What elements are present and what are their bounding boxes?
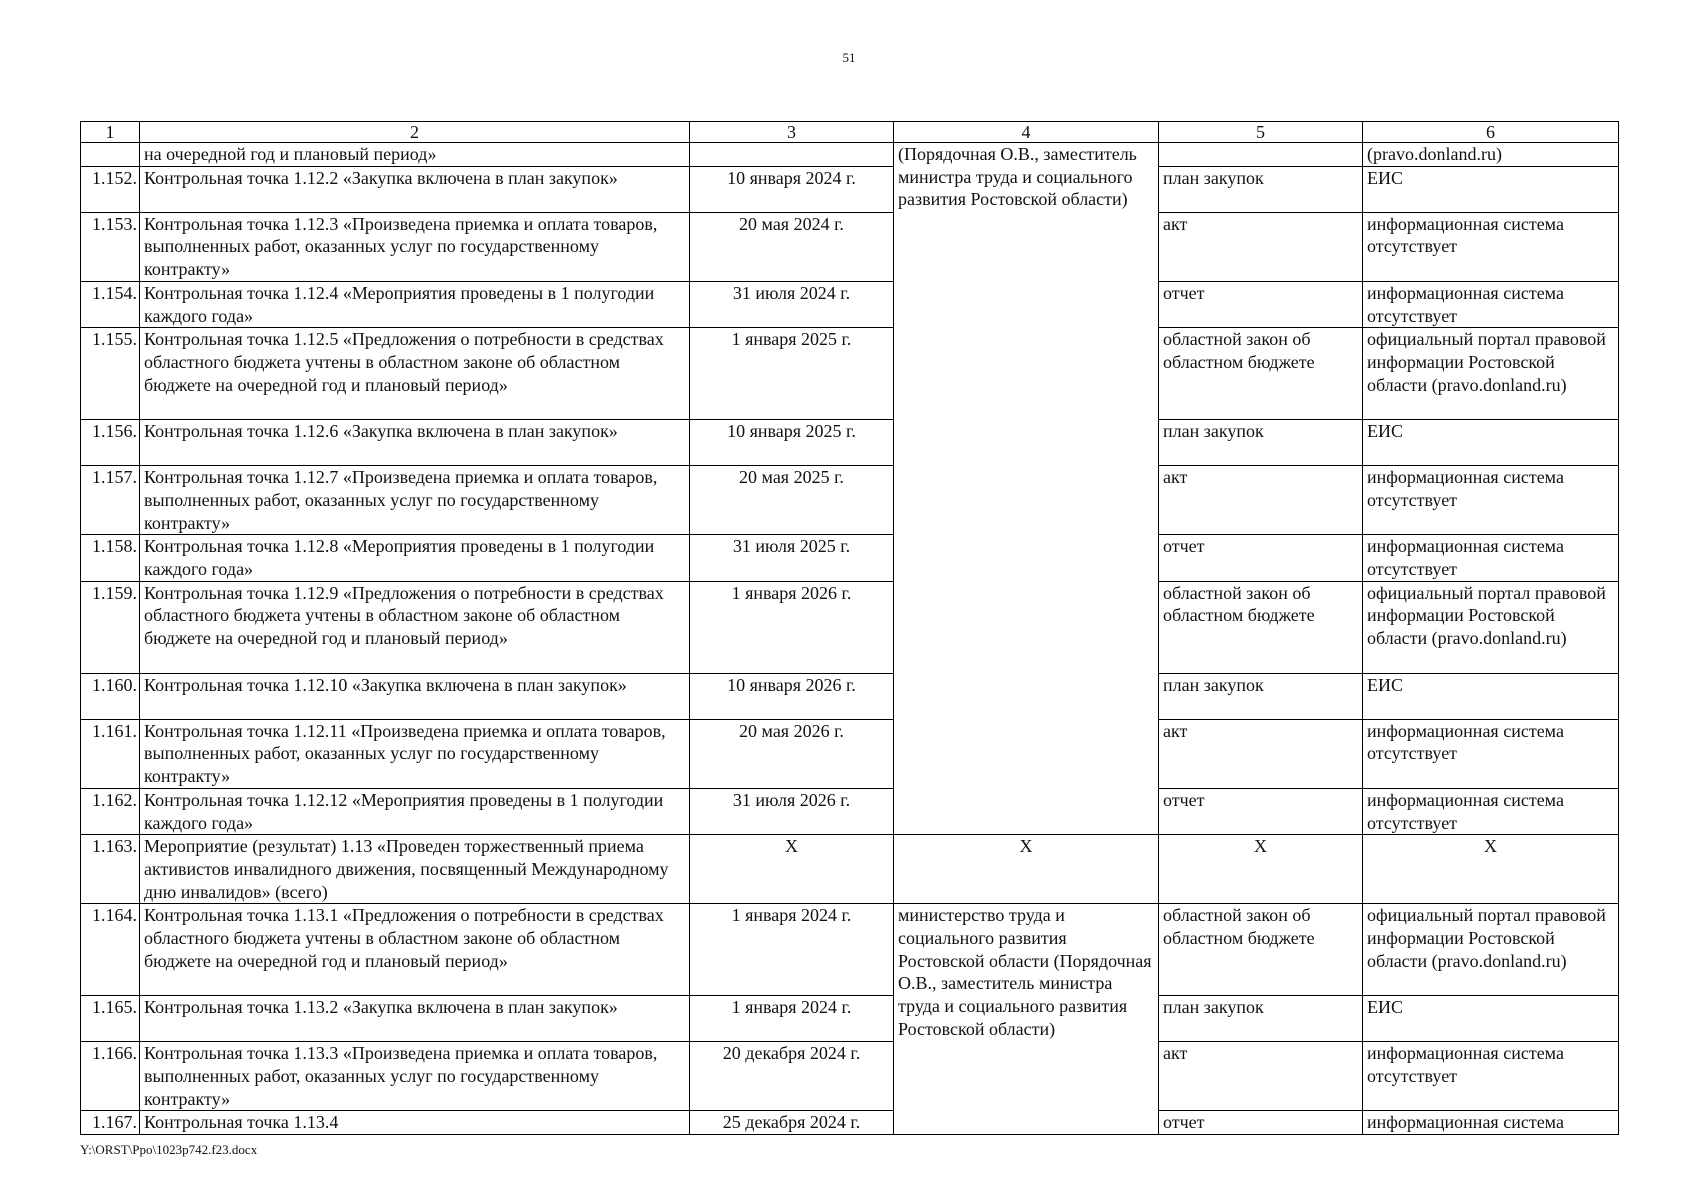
row-description: Контрольная точка 1.12.7 «Произведена приемка и оплата товаров, выполненных работ, оказанных услуг по государственному контракту» <box>140 466 690 535</box>
row-description: Контрольная точка 1.12.5 «Предложения о потребности в средствах областного бюджета учтены в областном законе об областном бюджете на очередной год и плановый период» <box>140 328 690 420</box>
table-row <box>81 581 1619 673</box>
table-row <box>81 212 1619 281</box>
table-row <box>81 1111 1619 1135</box>
table-row <box>81 535 1619 581</box>
row-document: областной закон об областном бюджете <box>1159 581 1363 673</box>
row-description: Контрольная точка 1.12.4 «Мероприятия проведены в 1 полугодии каждого года» <box>140 281 690 327</box>
header-cell: 1 <box>81 122 140 143</box>
row-system: ЕИС <box>1363 166 1619 212</box>
row-responsible: Х <box>894 835 1159 904</box>
row-date: 20 мая 2024 г. <box>690 212 894 281</box>
row-date: 20 декабря 2024 г. <box>690 1042 894 1111</box>
row-number: 1.162. <box>81 788 140 834</box>
row-system: (pravo.donland.ru) <box>1363 143 1619 167</box>
table-row <box>81 466 1619 535</box>
row-description: Контрольная точка 1.12.9 «Предложения о потребности в средствах областного бюджета учтены в областном законе об областном бюджете на очередной год и плановый период» <box>140 581 690 673</box>
table-row-continuation <box>81 143 1619 167</box>
row-document: Х <box>1159 835 1363 904</box>
table-row <box>81 904 1619 996</box>
row-system: ЕИС <box>1363 420 1619 466</box>
table-row <box>81 719 1619 788</box>
header-cell: 3 <box>690 122 894 143</box>
row-description: Контрольная точка 1.12.6 «Закупка включена в план закупок» <box>140 420 690 466</box>
row-system: официальный портал правовой информации Ростовской области (pravo.donland.ru) <box>1363 904 1619 996</box>
row-system: информационная система отсутствует <box>1363 719 1619 788</box>
row-system: ЕИС <box>1363 996 1619 1042</box>
table-row <box>81 673 1619 719</box>
header-cell: 6 <box>1363 122 1619 143</box>
row-system: Х <box>1363 835 1619 904</box>
row-number: 1.161. <box>81 719 140 788</box>
row-number: 1.165. <box>81 996 140 1042</box>
row-system: официальный портал правовой информации Ростовской области (pravo.donland.ru) <box>1363 328 1619 420</box>
row-number: 1.154. <box>81 281 140 327</box>
row-number: 1.164. <box>81 904 140 996</box>
row-number: 1.167. <box>81 1111 140 1135</box>
responsible-cell: (Порядочная О.В., заместитель министра труда и социального развития Ростовской области) <box>894 143 1159 835</box>
row-system: информационная система отсутствует <box>1363 212 1619 281</box>
row-date: 1 января 2024 г. <box>690 996 894 1042</box>
row-date: 20 мая 2025 г. <box>690 466 894 535</box>
row-description: Контрольная точка 1.12.2 «Закупка включена в план закупок» <box>140 166 690 212</box>
responsible-cell: министерство труда и социального развития Ростовской области (Порядочная О.В., заместитель министра труда и социального развития Ростовской области) <box>894 904 1159 1135</box>
row-description: Контрольная точка 1.13.1 «Предложения о потребности в средствах областного бюджета учтены в областном законе об областном бюджете на очередной год и плановый период» <box>140 904 690 996</box>
row-description: Контрольная точка 1.13.2 «Закупка включена в план закупок» <box>140 996 690 1042</box>
row-document: план закупок <box>1159 420 1363 466</box>
row-system: информационная система <box>1363 1111 1619 1135</box>
table-row-result <box>81 835 1619 904</box>
row-document: областной закон об областном бюджете <box>1159 328 1363 420</box>
row-system: ЕИС <box>1363 673 1619 719</box>
row-description: Контрольная точка 1.12.11 «Произведена приемка и оплата товаров, выполненных работ, оказанных услуг по государственному контракту» <box>140 719 690 788</box>
row-date: 1 января 2025 г. <box>690 328 894 420</box>
row-date: 20 мая 2026 г. <box>690 719 894 788</box>
row-document: отчет <box>1159 281 1363 327</box>
row-date: 25 декабря 2024 г. <box>690 1111 894 1135</box>
row-number: 1.155. <box>81 328 140 420</box>
header-cell: 5 <box>1159 122 1363 143</box>
page-number: 51 <box>842 50 856 65</box>
row-description: Контрольная точка 1.12.10 «Закупка включена в план закупок» <box>140 673 690 719</box>
row-date <box>690 143 894 167</box>
row-description: Контрольная точка 1.12.3 «Произведена приемка и оплата товаров, выполненных работ, оказанных услуг по государственному контракту» <box>140 212 690 281</box>
table-row <box>81 1042 1619 1111</box>
row-description: Контрольная точка 1.13.3 «Произведена приемка и оплата товаров, выполненных работ, оказанных услуг по государственному контракту» <box>140 1042 690 1111</box>
row-date: 10 января 2025 г. <box>690 420 894 466</box>
row-number: 1.153. <box>81 212 140 281</box>
row-date: 1 января 2026 г. <box>690 581 894 673</box>
row-document <box>1159 143 1363 167</box>
row-document: отчет <box>1159 1111 1363 1135</box>
row-system: официальный портал правовой информации Ростовской области (pravo.donland.ru) <box>1363 581 1619 673</box>
row-number: 1.159. <box>81 581 140 673</box>
row-document: акт <box>1159 719 1363 788</box>
row-date: 10 января 2024 г. <box>690 166 894 212</box>
row-description: на очередной год и плановый период» <box>140 143 690 167</box>
table-row <box>81 166 1619 212</box>
row-document: отчет <box>1159 535 1363 581</box>
row-number: 1.157. <box>81 466 140 535</box>
row-date: 31 июля 2026 г. <box>690 788 894 834</box>
row-system: информационная система отсутствует <box>1363 281 1619 327</box>
row-document: план закупок <box>1159 166 1363 212</box>
row-date: 10 января 2026 г. <box>690 673 894 719</box>
row-number: 1.163. <box>81 835 140 904</box>
row-document: план закупок <box>1159 673 1363 719</box>
row-description: Контрольная точка 1.12.12 «Мероприятия проведены в 1 полугодии каждого года» <box>140 788 690 834</box>
row-document: акт <box>1159 1042 1363 1111</box>
table-row <box>81 328 1619 420</box>
row-system: информационная система отсутствует <box>1363 1042 1619 1111</box>
row-description: Мероприятие (результат) 1.13 «Проведен торжественный приема активистов инвалидного движения, посвященный Международному дню инвалидов» (всего) <box>140 835 690 904</box>
row-description: Контрольная точка 1.13.4 <box>140 1111 690 1135</box>
row-number: 1.156. <box>81 420 140 466</box>
row-date: 1 января 2024 г. <box>690 904 894 996</box>
row-number: 1.166. <box>81 1042 140 1111</box>
row-description: Контрольная точка 1.12.8 «Мероприятия проведены в 1 полугодии каждого года» <box>140 535 690 581</box>
row-document: отчет <box>1159 788 1363 834</box>
row-number <box>81 143 140 167</box>
row-system: информационная система отсутствует <box>1363 788 1619 834</box>
row-system: информационная система отсутствует <box>1363 466 1619 535</box>
file-path-footer: Y:\ORST\Ppo\1023p742.f23.docx <box>80 1142 258 1157</box>
row-document: акт <box>1159 466 1363 535</box>
row-system: информационная система отсутствует <box>1363 535 1619 581</box>
table-row <box>81 420 1619 466</box>
row-document: областной закон об областном бюджете <box>1159 904 1363 996</box>
header-cell: 4 <box>894 122 1159 143</box>
table-header-row <box>81 122 1619 143</box>
row-document: план закупок <box>1159 996 1363 1042</box>
table-row <box>81 996 1619 1042</box>
row-date: 31 июля 2024 г. <box>690 281 894 327</box>
header-cell: 2 <box>140 122 690 143</box>
row-date: 31 июля 2025 г. <box>690 535 894 581</box>
plan-table <box>80 121 1619 1135</box>
table-row <box>81 281 1619 327</box>
row-date: Х <box>690 835 894 904</box>
row-number: 1.158. <box>81 535 140 581</box>
row-number: 1.160. <box>81 673 140 719</box>
row-number: 1.152. <box>81 166 140 212</box>
row-document: акт <box>1159 212 1363 281</box>
table-row <box>81 788 1619 834</box>
